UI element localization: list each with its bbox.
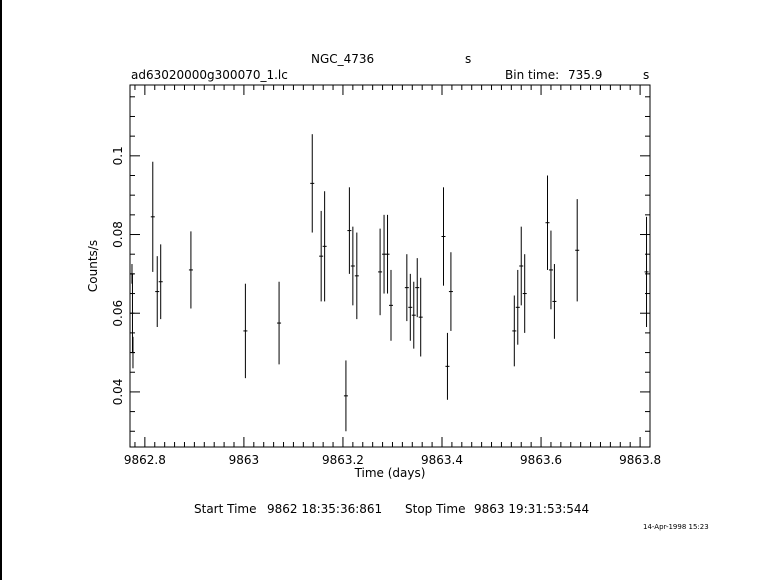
data-point (189, 231, 193, 308)
data-point (310, 134, 314, 232)
plot-frame (130, 85, 650, 447)
y-tick-label: 0.04 (111, 378, 125, 406)
start-time-label: Start Time (194, 502, 257, 516)
data-point (523, 254, 527, 333)
data-point (449, 252, 453, 331)
data-point (344, 360, 348, 431)
data-point (378, 229, 382, 316)
x-tick-label: 9862.8 (123, 453, 166, 467)
x-tick-label: 9863.6 (520, 453, 563, 467)
y-tick-label: 0.08 (111, 221, 125, 248)
data-point (415, 258, 419, 317)
stop-time-value: 9863 19:31:53:544 (474, 502, 590, 516)
data-point (552, 264, 556, 339)
x-tick-label: 9863.4 (421, 453, 463, 467)
x-tick-label: 9863.8 (619, 453, 662, 467)
data-point (159, 244, 163, 319)
bin-time-value: 735.9 (568, 68, 603, 82)
data-point (519, 227, 523, 306)
axis-ticks (130, 85, 650, 447)
data-point (323, 191, 327, 301)
bin-time-unit: s (643, 68, 650, 82)
data-point (512, 296, 516, 367)
object-name: NGC_4736 (311, 52, 375, 66)
start-time-value: 9862 18:35:36:861 (267, 502, 383, 516)
header-unit: s (465, 52, 472, 66)
data-point (389, 270, 393, 341)
plot-timestamp: 14-Apr-1998 15:23 (643, 523, 709, 531)
data-point (408, 274, 412, 341)
x-tick-label: 9863.2 (321, 453, 364, 467)
data-point (405, 254, 409, 321)
data-point (441, 187, 445, 285)
data-points (130, 134, 649, 431)
file-name: ad63020000g300070_1.lc (131, 68, 288, 82)
x-tick-label: 9863 (228, 453, 260, 467)
y-axis-label: Counts/s (86, 239, 100, 293)
data-point (386, 215, 390, 294)
data-point (347, 187, 351, 274)
data-point (155, 256, 159, 327)
data-point (151, 162, 155, 272)
bin-time-label: Bin time: (505, 68, 560, 82)
data-point (412, 282, 416, 349)
data-point (645, 217, 649, 327)
data-point (549, 231, 553, 310)
y-tick-label: 0.1 (111, 146, 125, 166)
data-point (419, 278, 423, 357)
data-point (351, 227, 355, 306)
data-point (545, 176, 549, 270)
data-point (319, 211, 323, 302)
data-point (382, 215, 386, 294)
data-point (445, 333, 449, 400)
data-point (516, 270, 520, 345)
data-point (277, 282, 281, 365)
stop-time-label: Stop Time (405, 502, 466, 516)
data-point (131, 337, 135, 368)
data-point (243, 284, 247, 378)
data-point (355, 233, 359, 320)
data-point (575, 199, 579, 301)
x-axis-label: Time (days) (354, 466, 426, 480)
tick-labels (111, 146, 661, 467)
y-tick-label: 0.06 (111, 299, 125, 327)
